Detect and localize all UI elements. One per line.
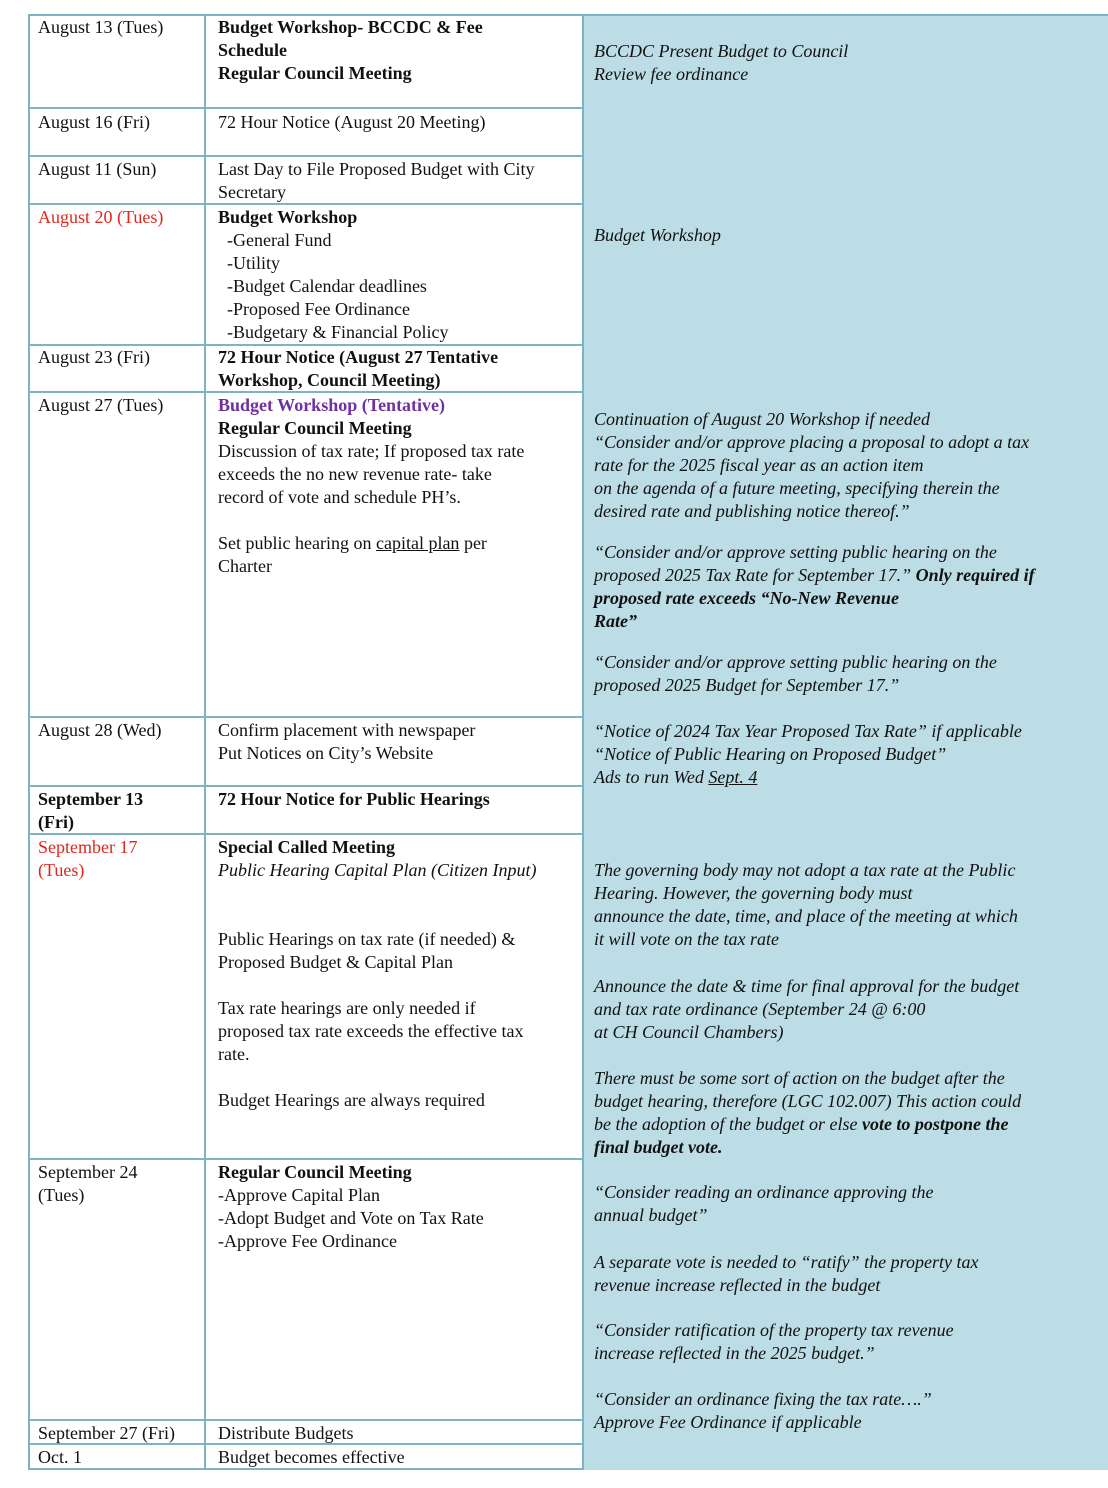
event-text — [218, 532, 524, 555]
note-block — [594, 1388, 932, 1434]
table-left-border — [28, 14, 30, 1470]
row-divider — [28, 107, 584, 109]
spacer — [218, 509, 524, 532]
note-block — [594, 541, 1035, 633]
date-cell — [38, 346, 150, 369]
event-cell — [218, 1422, 354, 1445]
event-text: 72 Hour Notice (August 20 Meeting) — [218, 112, 486, 132]
date-cell — [38, 836, 137, 882]
event-text-underlined: capital plan — [375, 533, 460, 553]
event-text: Public Hearings on tax rate (if needed) & — [218, 929, 516, 949]
note-block — [594, 859, 1018, 951]
event-text: Put Notices on City’s Website — [218, 743, 434, 763]
date-text: (Tues) — [38, 860, 85, 880]
row-divider — [28, 1158, 584, 1160]
note-text: and tax rate ordinance (September 24 @ 6:00 — [594, 999, 926, 1019]
event-list-item: -General Fund — [227, 230, 332, 250]
note-block — [594, 224, 721, 247]
note-block — [594, 1251, 978, 1297]
row-divider — [28, 155, 584, 157]
spacer — [218, 974, 536, 997]
date-cell — [38, 111, 150, 134]
note-text: Hearing. However, the governing body must — [594, 883, 913, 903]
event-text: Tax rate hearings are only needed if — [218, 998, 476, 1018]
date-text: August 16 (Fri) — [38, 112, 150, 132]
event-title: Budget Workshop — [218, 207, 358, 227]
note-text: at CH Council Chambers) — [594, 1022, 784, 1042]
note-text: The governing body may not adopt a tax rate at the Public — [594, 860, 1016, 880]
event-list-item: -Approve Capital Plan — [218, 1185, 380, 1205]
note-text: announce the date, time, and place of the meeting at which — [594, 906, 1018, 926]
note-text: Budget Workshop — [594, 225, 721, 245]
event-cell — [218, 1161, 484, 1253]
date-text: August 11 (Sun) — [38, 159, 157, 179]
date-text: August 13 (Tues) — [38, 17, 164, 37]
event-text: Charter — [218, 556, 272, 576]
note-block — [594, 408, 1029, 523]
note-text: rate for the 2025 fiscal year as an action item — [594, 455, 924, 475]
note-text — [594, 564, 1035, 587]
date-text: September 17 — [38, 837, 138, 857]
event-title: Special Called Meeting — [218, 837, 395, 857]
note-block — [594, 1067, 1021, 1159]
date-cell — [38, 1422, 175, 1445]
note-text: There must be some sort of action on the budget after the — [594, 1068, 1005, 1088]
date-text: September 27 (Fri) — [38, 1423, 175, 1443]
note-text-emphasis: Rate” — [594, 611, 637, 631]
note-text: “Consider and/or approve placing a proposal to adopt a tax — [594, 432, 1030, 452]
event-subtitle: Public Hearing Capital Plan (Citizen Input) — [218, 860, 537, 880]
event-text: Confirm placement with newspaper — [218, 720, 476, 740]
note-text: A separate vote is needed to “ratify” the property tax — [594, 1252, 979, 1272]
event-title: Regular Council Meeting — [218, 63, 412, 83]
note-block — [594, 1181, 933, 1227]
event-text-part: per — [459, 533, 487, 553]
note-text-part: Ads to run Wed — [594, 767, 709, 787]
event-list-item: -Budgetary & Financial Policy — [227, 322, 449, 342]
event-text: proposed tax rate exceeds the effective tax — [218, 1021, 524, 1041]
note-text-underlined: Sept. 4 — [708, 767, 758, 787]
column-divider — [204, 14, 206, 1470]
event-list-item: -Utility — [227, 253, 280, 273]
event-title: Workshop, Council Meeting) — [218, 370, 441, 390]
event-title-tentative: Budget Workshop (Tentative) — [218, 395, 446, 415]
note-text: Review fee ordinance — [594, 64, 749, 84]
note-text: “Consider reading an ordinance approving the — [594, 1182, 934, 1202]
date-text: August 27 (Tues) — [38, 395, 164, 415]
event-list-item: -Adopt Budget and Vote on Tax Rate — [218, 1208, 484, 1228]
note-text: “Consider and/or approve setting public hearing on the — [594, 542, 997, 562]
date-text: (Tues) — [38, 1185, 85, 1205]
column-divider — [582, 14, 584, 1470]
note-text: increase reflected in the 2025 budget.” — [594, 1343, 875, 1363]
date-cell — [38, 1161, 137, 1207]
date-text: (Fri) — [38, 812, 74, 832]
event-text: record of vote and schedule PH’s. — [218, 487, 461, 507]
event-title: Budget Workshop- BCCDC & Fee — [218, 17, 483, 37]
event-cell — [218, 788, 490, 811]
event-text: Budget becomes effective — [218, 1447, 405, 1467]
spacer — [218, 1066, 536, 1089]
row-divider — [28, 1419, 584, 1421]
event-text: exceeds the no new revenue rate- take — [218, 464, 492, 484]
row-divider — [28, 716, 584, 718]
note-text: annual budget” — [594, 1205, 708, 1225]
date-text: Oct. 1 — [38, 1447, 82, 1467]
note-text: Approve Fee Ordinance if applicable — [594, 1412, 862, 1432]
date-cell — [38, 158, 156, 181]
note-text: “Consider ratification of the property tax revenue — [594, 1320, 954, 1340]
event-cell — [218, 719, 475, 765]
note-text-part: proposed 2025 Tax Rate for September 17.” — [594, 565, 916, 585]
table-top-border — [28, 14, 1108, 16]
note-text-part: be the adoption of the budget or else — [594, 1114, 862, 1134]
note-text-emphasis: Only required if — [915, 565, 1035, 585]
event-cell — [218, 111, 485, 134]
note-text: “Notice of Public Hearing on Proposed Budget” — [594, 744, 947, 764]
event-list-item: -Approve Fee Ordinance — [218, 1231, 397, 1251]
date-text: August 23 (Fri) — [38, 347, 150, 367]
note-text: “Consider an ordinance fixing the tax rate….” — [594, 1389, 932, 1409]
note-text: budget hearing, therefore (LGC 102.007) This action could — [594, 1091, 1022, 1111]
date-cell — [38, 16, 163, 39]
event-title: Regular Council Meeting — [218, 418, 412, 438]
event-text: Discussion of tax rate; If proposed tax rate — [218, 441, 525, 461]
event-cell — [218, 1446, 405, 1469]
event-title: 72 Hour Notice (August 27 Tentative — [218, 347, 499, 367]
event-title: Regular Council Meeting — [218, 1162, 412, 1182]
note-block — [594, 651, 997, 697]
note-text: proposed 2025 Budget for September 17.” — [594, 675, 900, 695]
note-block — [594, 720, 1022, 789]
note-block — [594, 40, 848, 86]
event-title: 72 Hour Notice for Public Hearings — [218, 789, 490, 809]
note-text — [594, 1113, 1021, 1136]
event-cell — [218, 394, 524, 578]
date-cell — [38, 719, 162, 742]
date-cell — [38, 394, 163, 417]
note-text: Announce the date & time for final approval for the budget — [594, 976, 1020, 996]
event-list-item: -Budget Calendar deadlines — [227, 276, 427, 296]
event-cell — [218, 346, 498, 392]
date-cell — [38, 1446, 82, 1469]
event-text: Budget Hearings are always required — [218, 1090, 485, 1110]
event-list-item: -Proposed Fee Ordinance — [227, 299, 410, 319]
date-text: September 13 — [38, 789, 144, 809]
event-cell — [218, 16, 483, 85]
note-text: revenue increase reflected in the budget — [594, 1275, 881, 1295]
event-text: rate. — [218, 1044, 250, 1064]
date-text: August 28 (Wed) — [38, 720, 162, 740]
date-text: September 24 — [38, 1162, 138, 1182]
note-text: on the agenda of a future meeting, specifying therein the — [594, 478, 1000, 498]
spacer — [218, 905, 536, 928]
note-text: “Notice of 2024 Tax Year Proposed Tax Rate” if applicable — [594, 721, 1022, 741]
event-text: Secretary — [218, 182, 286, 202]
event-text: Last Day to File Proposed Budget with City — [218, 159, 535, 179]
event-text: Distribute Budgets — [218, 1423, 354, 1443]
event-text-part: Set public hearing on — [218, 533, 376, 553]
event-title: Schedule — [218, 40, 288, 60]
date-cell — [38, 206, 163, 229]
note-text-emphasis: proposed rate exceeds “No-New Revenue — [594, 588, 899, 608]
event-cell — [218, 158, 535, 204]
note-text: Continuation of August 20 Workshop if needed — [594, 409, 930, 429]
event-cell — [218, 836, 536, 1112]
note-text: desired rate and publishing notice thereof.” — [594, 501, 910, 521]
date-text: August 20 (Tues) — [38, 207, 164, 227]
note-text: “Consider and/or approve setting public hearing on the — [594, 652, 997, 672]
spacer — [218, 882, 536, 905]
note-text: BCCDC Present Budget to Council — [594, 41, 849, 61]
note-text — [594, 766, 1022, 789]
note-text: it will vote on the tax rate — [594, 929, 779, 949]
note-block — [594, 975, 1019, 1044]
note-block — [594, 1319, 954, 1365]
event-cell — [218, 206, 448, 344]
note-text-emphasis: final budget vote. — [594, 1137, 723, 1157]
note-text-emphasis: vote to postpone the — [861, 1114, 1009, 1134]
row-divider — [28, 785, 584, 787]
event-text: Proposed Budget & Capital Plan — [218, 952, 453, 972]
date-cell — [38, 788, 143, 834]
